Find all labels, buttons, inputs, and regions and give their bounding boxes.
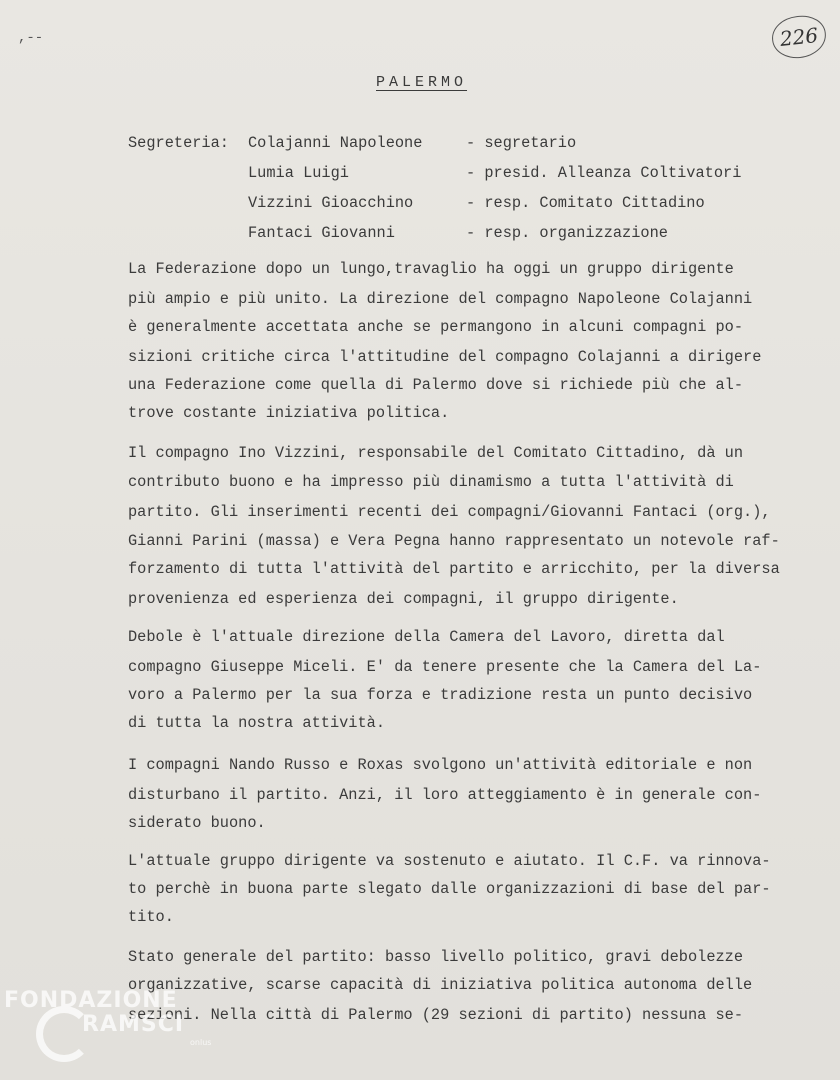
watermark-line1: FONDAZIONE <box>4 988 178 1013</box>
margin-mark: ,-- <box>18 30 44 46</box>
segreteria-member-role: - segretario <box>466 134 577 152</box>
paragraph-line: una Federazione come quella di Palermo dove si richiede più che al- <box>128 376 744 394</box>
segreteria-member-role: - resp. Comitato Cittadino <box>466 194 705 212</box>
watermark-sub: onlus <box>190 1038 212 1047</box>
page-number-circle <box>770 13 828 60</box>
paragraph-line: organizzative, scarse capacità di iniziativa politica autonoma delle <box>128 976 753 994</box>
paragraph-line: Gianni Parini (massa) e Vera Pegna hanno rappresentato un notevole raf- <box>128 532 780 550</box>
paragraph-line: compagno Giuseppe Miceli. E' da tenere presente che la Camera del La- <box>128 658 762 676</box>
segreteria-member-role: - resp. organizzazione <box>466 224 668 242</box>
paragraph-line: voro a Palermo per la sua forza e tradizione resta un punto decisivo <box>128 686 753 704</box>
paragraph-line: è generalmente accettata anche se permangono in alcuni compagni po- <box>128 318 744 336</box>
paragraph-line: forzamento di tutta l'attività del partito e arricchito, per la diversa <box>128 560 780 578</box>
paragraph-line: trove costante iniziativa politica. <box>128 404 450 422</box>
paragraph-line: siderato buono. <box>128 814 266 832</box>
paragraph-line: La Federazione dopo un lungo,travaglio ha oggi un gruppo dirigente <box>128 260 734 278</box>
paragraph-line: sezioni. Nella città di Palermo (29 sezioni di partito) nessuna se- <box>128 1006 744 1024</box>
segreteria-member-name: Colajanni Napoleone <box>248 134 423 152</box>
paragraph-line: Debole è l'attuale direzione della Camera del Lavoro, diretta dal <box>128 628 725 646</box>
segreteria-member-role: - presid. Alleanza Coltivatori <box>466 164 742 182</box>
segreteria-member-name: Vizzini Gioacchino <box>248 194 414 212</box>
page-number: 226 <box>778 23 820 51</box>
paragraph-line: di tutta la nostra attività. <box>128 714 386 732</box>
fondazione-gramsci-watermark <box>4 988 224 1068</box>
segreteria-member-name: Lumia Luigi <box>248 164 349 182</box>
g-ring-icon <box>36 1006 92 1062</box>
document-title: PALERMO <box>376 74 468 91</box>
paragraph-line: tito. <box>128 908 174 926</box>
paragraph-line: L'attuale gruppo dirigente va sostenuto e aiutato. Il C.F. va rinnova- <box>128 852 771 870</box>
paragraph-line: contributo buono e ha impresso più dinamismo a tutta l'attività di <box>128 473 734 491</box>
paragraph-line: più ampio e più unito. La direzione del compagno Napoleone Colajanni <box>128 290 753 308</box>
paragraph-line: disturbano il partito. Anzi, il loro atteggiamento è in generale con- <box>128 786 762 804</box>
segreteria-member-name: Fantaci Giovanni <box>248 224 395 242</box>
paragraph-line: Il compagno Ino Vizzini, responsabile del Comitato Cittadino, dà un <box>128 444 744 462</box>
paragraph-line: to perchè in buona parte slegato dalle organizzazioni di base del par- <box>128 880 771 898</box>
paragraph-line: partito. Gli inserimenti recenti dei compagni/Giovanni Fantaci (org.), <box>128 503 771 521</box>
paragraph-line: provenienza ed esperienza dei compagni, il gruppo dirigente. <box>128 590 679 608</box>
paragraph-line: Stato generale del partito: basso livello politico, gravi debolezze <box>128 948 744 966</box>
segreteria-label: Segreteria: <box>128 134 229 152</box>
paragraph-line: I compagni Nando Russo e Roxas svolgono un'attività editoriale e non <box>128 756 753 774</box>
watermark-line2: RAMSCI <box>82 1012 185 1037</box>
paragraph-line: sizioni critiche circa l'attitudine del compagno Colajanni a dirigere <box>128 348 762 366</box>
